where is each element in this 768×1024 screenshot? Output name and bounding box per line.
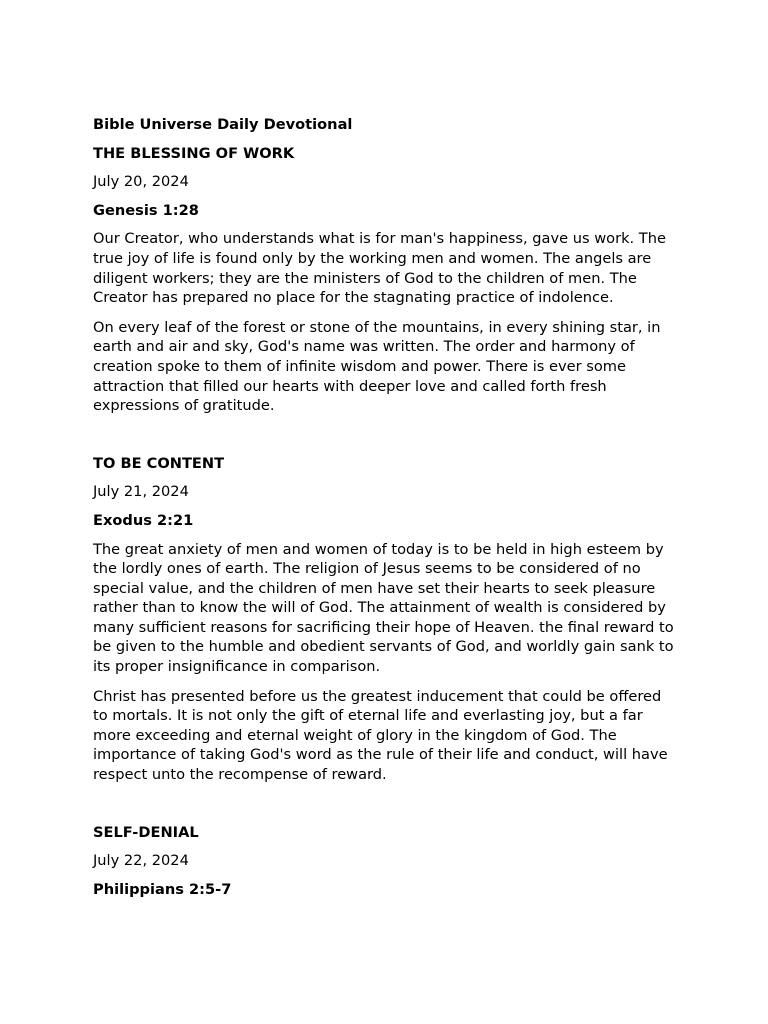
document-title: Bible Universe Daily Devotional <box>93 116 353 133</box>
devotional-entry <box>93 454 676 785</box>
entry-verse: Exodus 2:21 <box>93 511 194 529</box>
entry-title: TO BE CONTENT <box>93 454 225 472</box>
devotional-entry <box>93 823 676 900</box>
entry-title: SELF-DENIAL <box>93 823 199 841</box>
entry-verse: Genesis 1:28 <box>93 201 199 219</box>
entry-paragraph: The great anxiety of men and women of today is to be held in high esteem by the lordly ones of earth. The religion of Jesus seems to be considered of no special value, and the children of men have set their hearts to seek pleasure rather than to know the will of God. The attainment of wealth is considered by many sufficient reasons for sacrificing their hope of Heaven. the final reward to be given to the humble and obedient servants of God, and worldly gain sank to its proper insignificance in comparison. <box>93 540 674 676</box>
entry-spacer <box>93 426 676 454</box>
devotional-entry <box>93 144 676 416</box>
entry-title: THE BLESSING OF WORK <box>93 144 295 162</box>
entry-spacer <box>93 795 676 823</box>
entry-paragraph: On every leaf of the forest or stone of the mountains, in every shining star, in earth and air and sky, God's name was written. The order and harmony of creation spoke to them of infinite wisdom and power. There is ever some attraction that filled our hearts with deeper love and called forth fresh expressions of gratitude. <box>93 318 661 415</box>
entry-date: July 21, 2024 <box>93 483 189 501</box>
entry-date: July 22, 2024 <box>93 852 189 870</box>
entry-date: July 20, 2024 <box>93 173 189 191</box>
entry-paragraph: Our Creator, who understands what is for man's happiness, gave us work. The true joy of life is found only by the working men and women. The angels are diligent workers; they are the ministers of God to the children of men. The Creator has prepared no place for the stagnating practice of indolence. <box>93 230 666 307</box>
entry-paragraph: Christ has presented before us the greatest inducement that could be offered to mortals. It is not only the gift of eternal life and everlasting joy, but a far more exceeding and eternal weight of glory in the kingdom of God. The importance of taking God's word as the rule of their life and conduct, will have respect unto the recompense of reward. <box>93 687 668 784</box>
entry-verse: Philippians 2:5-7 <box>93 880 232 898</box>
